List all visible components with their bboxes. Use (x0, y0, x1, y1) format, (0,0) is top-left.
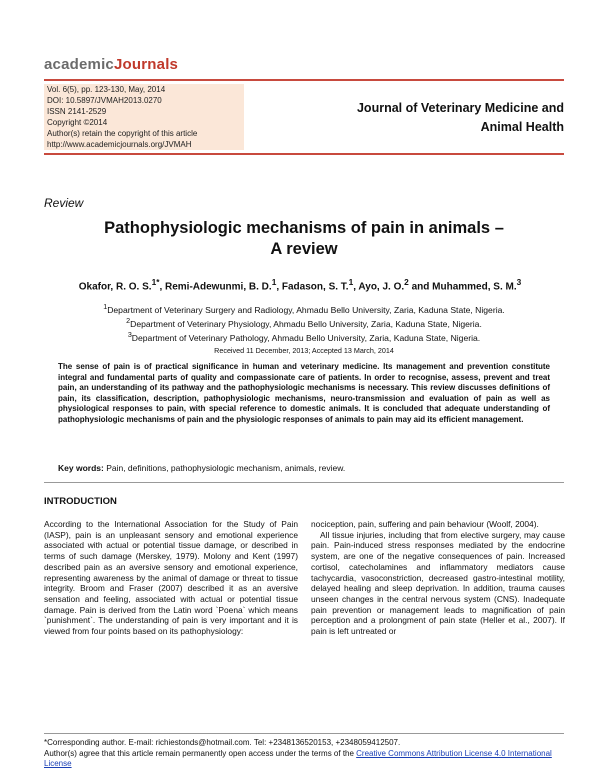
affiliation-line (44, 316, 564, 330)
author-affiliation-mark: 1 (348, 277, 354, 287)
keywords-label: Key words: (58, 463, 104, 473)
author-name: Ayo, J. O. (358, 281, 405, 293)
author-separator: and (408, 281, 433, 293)
footer-divider (44, 733, 564, 734)
body-column-left (44, 519, 298, 637)
corresponding-author: *Corresponding author. E-mail: richiestonds@hotmail.com. Tel: +2348136520153, +2348059412507. (44, 738, 401, 747)
body-column-right (311, 519, 565, 637)
affiliation-text: Department of Veterinary Pathology, Ahmadu Bello University, Zaria, Kaduna State, Nigeria. (131, 332, 481, 343)
affiliation-number: 3 (127, 330, 132, 339)
author-separator: , (353, 281, 359, 293)
author-affiliation-mark: 1 (271, 277, 277, 287)
article-title-line: Pathophysiologic mechanisms of pain in animals – (104, 219, 504, 237)
journal-title-line: Journal of Veterinary Medicine and (356, 101, 564, 115)
publisher-logo (44, 56, 178, 73)
license-link[interactable]: Creative Commons Attribution License 4.0 International License (44, 748, 552, 768)
article-type: Review (44, 196, 84, 210)
author-name: Remi-Adewunmi, B. D. (165, 281, 272, 293)
author-affiliation-mark: 2 (404, 277, 409, 287)
body-paragraph: According to the International Association for the Study of Pain (IASP), pain is an unpleasant sensory and emotional experience associated with actual or potential tissue damage, or described in terms of such damage (Merskey, 1979). Molony and Kent (1997) described pain as an aversive sensory and emotional experience, representing awareness by the animal of damage or threat to tissue integrity. Broom and Fraser (2007) described it as an aversive sensation and feeling, associated with actual or potential tissue damage. Pain is derived from the Latin word `Poena` which means `punishment`. The understanding of pain is very important and it is viewed from four points based on its pathophysiology: (44, 519, 298, 637)
keywords-text: Pain, definitions, pathophysiologic mechanism, animals, review. (103, 463, 346, 473)
article-title-line: A review (270, 240, 338, 258)
affiliation-list (44, 302, 564, 344)
affiliation-text: Department of Veterinary Surgery and Radiology, Ahmadu Bello University, Zaria, Kaduna State, Nigeria. (107, 304, 505, 315)
volume-info: Vol. 6(5), pp. 123-130, May, 2014 (47, 85, 166, 94)
author-list (20, 277, 580, 292)
footnote (44, 738, 564, 770)
section-divider (44, 482, 564, 483)
body-paragraph: All tissue injuries, including that from elective surgery, may cause pain. Pain-induced stress responses mediated by the endocrine system, are one of the negative consequences of pain. Increased cortisol, catecholamines and inflammatory mediators cause tachycardia, vasoconstriction, decreased gastro-intestinal motility, delayed healing and sleep deprivation. In addition, trauma causes unseen changes in the central nervous system (CNS). Inadequate pain prevention or management leads to magnification of pain perception and a prolongment of pain state (Heller et al., 2007). If pain is left untreated or (311, 529, 565, 637)
issn-info: ISSN 2141-2529 (47, 107, 107, 116)
abstract: The sense of pain is of practical significance in human and veterinary medicine. Its management and prevention constitute integral and fundamental parts of quality and compassionate care of patients. In order to recognise, assess, prevent and treat pain, an understanding of its pathway and the pathophysiologic mechanisms is necessary. This review discusses definitions of pain, its classification, description, pathophysiologic mechanisms, neuro-transmission and evaluation of pain as well as physiological responses to pain, with special reference to domestic animals. It is concluded that adequate understanding of pathophysiologic mechanisms of pain and the physiologic responses of animals to pain may aid its efficient management. (58, 362, 550, 424)
affiliation-number: 2 (126, 316, 131, 325)
affiliation-line (44, 302, 564, 316)
keywords (58, 463, 550, 473)
logo-text-academic: academic (44, 56, 114, 73)
author-separator: , (159, 281, 165, 293)
journal-title-line: Animal Health (480, 120, 564, 134)
author-name: Fadason, S. T. (281, 281, 349, 293)
author-separator: , (276, 281, 282, 293)
author-name: Okafor, R. O. S. (78, 281, 152, 293)
publication-header (44, 79, 564, 155)
license-text: Author(s) agree that this article remain permanently open access under the terms of the (44, 748, 357, 758)
affiliation-number: 1 (103, 303, 108, 311)
author-affiliation-mark: 1* (151, 277, 160, 287)
article-title (44, 218, 564, 260)
copyright-info: Copyright ©2014 (47, 118, 108, 127)
body-paragraph: nociception, pain, suffering and pain behaviour (Woolf, 2004). (311, 519, 539, 529)
section-heading-introduction: INTRODUCTION (44, 496, 117, 507)
author-affiliation-mark: 3 (516, 277, 522, 287)
publication-info (44, 84, 244, 150)
journal-title (244, 99, 564, 137)
affiliation-text: Department of Veterinary Physiology, Ahmadu Bello University, Zaria, Kaduna State, Nigeria. (130, 318, 482, 329)
doi-info[interactable]: DOI: 10.5897/JVMAH2013.0270 (47, 96, 162, 105)
license-note (44, 749, 564, 770)
author-name: Muhammed, S. M. (432, 281, 517, 293)
received-dates: Received 11 December, 2013; Accepted 13 March, 2014 (214, 346, 394, 355)
logo-text-journals: Journals (113, 56, 179, 73)
rights-info: Author(s) retain the copyright of this article (47, 129, 198, 138)
affiliation-line (44, 330, 564, 344)
journal-url[interactable]: http://www.academicjournals.org/JVMAH (47, 140, 192, 149)
